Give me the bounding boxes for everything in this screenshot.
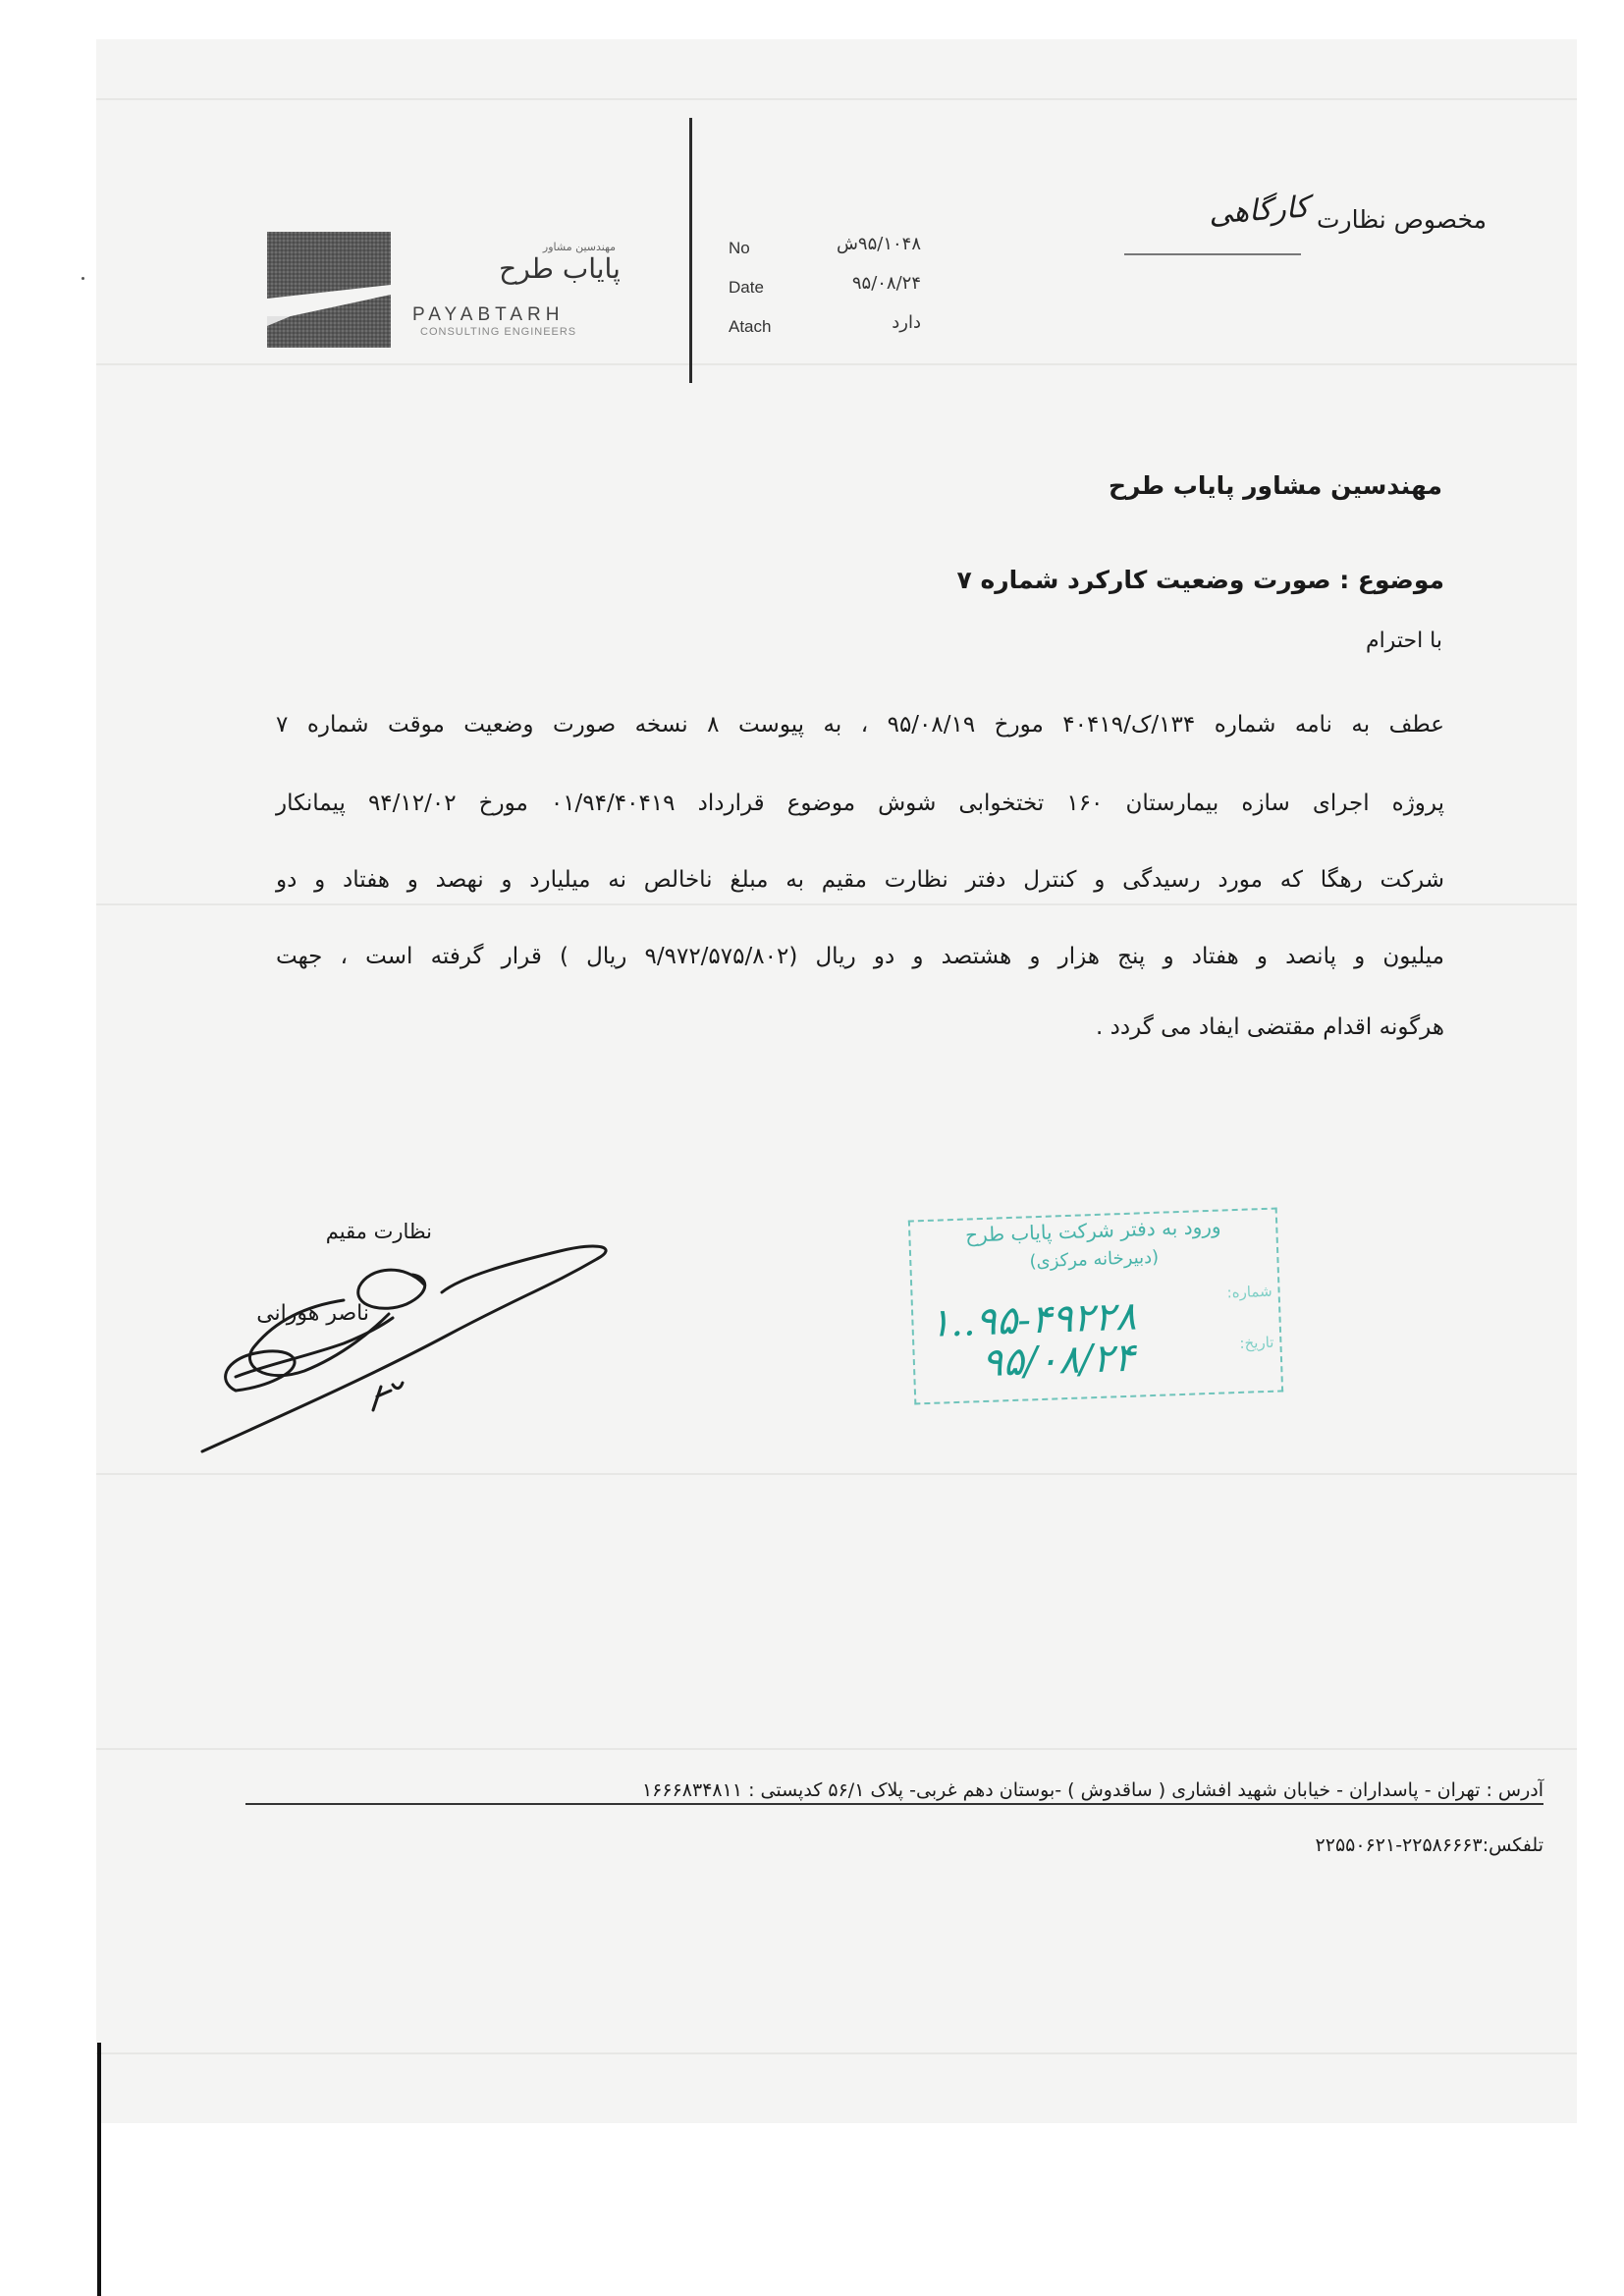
footer-address: آدرس : تهران - پاسداران - خیابان شهید افشاری ( ساقدوش ) -بوستان دهم غربی- پلاک ۵۶/۱ کدپستی : ۱۶۶۶۸۳۴۸۱۱ xyxy=(641,1779,1543,1801)
letter-number-value: ۹۵/۱۰۴۸ش xyxy=(836,234,921,254)
signatory-role: نظارت مقیم xyxy=(325,1220,432,1243)
payabtarh-logo-icon xyxy=(267,232,391,348)
scanned-page xyxy=(96,39,1577,2123)
letter-attachment-value: دارد xyxy=(892,312,921,333)
scan-edge-line xyxy=(97,2043,101,2296)
addressee: مهندسین مشاور پایاب طرح xyxy=(1108,471,1442,500)
greeting: با احترام xyxy=(1365,629,1442,653)
stamp-subtitle: (دبیرخانه مرکزی) xyxy=(1029,1246,1160,1273)
stamp-number-label: شماره: xyxy=(1226,1282,1272,1302)
stamp-date-value: ۹۵/۰۸/۲۴ xyxy=(981,1335,1136,1387)
letter-attachment-label: Atach xyxy=(729,317,772,336)
scan-dot xyxy=(81,277,84,280)
subject-line: موضوع : صورت وضعیت کارکرد شماره ۷ xyxy=(956,566,1444,594)
header-designation xyxy=(1207,190,1487,237)
header-handwritten-text: کارگاهی xyxy=(1207,190,1311,232)
receipt-stamp xyxy=(908,1207,1283,1404)
signatory-name: ناصر هورانی xyxy=(256,1301,369,1326)
logo-persian-name: پایاب طرح xyxy=(499,252,621,285)
stamp-title: ورود به دفتر شرکت پایاب طرح xyxy=(964,1214,1221,1247)
logo-persian-caption: مهندسین مشاور xyxy=(542,241,617,253)
handwritten-signature xyxy=(196,1228,668,1467)
letter-number-label: No xyxy=(729,239,750,257)
stamp-number-value: ۱..۹۵-۴۹۲۲۸ xyxy=(928,1293,1138,1346)
body-line-5: هرگونه اقدام مقتضی ایفاد می گردد . xyxy=(1096,1014,1444,1040)
body-line-3: شرکت رهگا که مورد رسیدگی و کنترل دفتر نظارت مقیم به مبلغ ناخالص نه میلیارد و نهصد و هفتاد و دو xyxy=(276,867,1444,893)
footer-rule xyxy=(245,1803,1543,1805)
logo-english-subtitle: CONSULTING ENGINEERS xyxy=(420,326,577,338)
logo-english-name: PAYABTARH xyxy=(412,304,565,325)
letter-date-label: Date xyxy=(729,278,764,297)
stamp-date-label: تاریخ: xyxy=(1239,1333,1274,1352)
header-underline xyxy=(1124,253,1301,255)
body-line-4: میلیون و پانصد و هفتاد و پنج هزار و هشتصد و دو ریال (۹/۹۷۲/۵۷۵/۸۰۲ ریال ) قرار گرفته است ، جهت xyxy=(276,944,1445,969)
body-line-2: پروژه اجرای سازه بیمارستان ۱۶۰ تختخوابی شوش موضوع قرارداد ۰۱/۹۴/۴۰۴۱۹ مورخ ۹۴/۱۲/۰۲ پیمانکار xyxy=(276,791,1444,816)
header-divider xyxy=(689,118,692,383)
header-printed-text: مخصوص نظارت xyxy=(1317,205,1487,234)
body-line-1: عطف به نامه شماره ۱۳۴/ک/۴۰۴۱۹ مورخ ۹۵/۰۸/۱۹ ، به پیوست ۸ نسخه صورت وضعیت موقت شماره ۷ xyxy=(276,712,1444,738)
letter-date-value: ۹۵/۰۸/۲۴ xyxy=(851,273,921,294)
footer-phones: تلفکس:۲۲۵۸۶۶۶۳-۲۲۵۵۰۶۲۱ xyxy=(1315,1834,1543,1856)
